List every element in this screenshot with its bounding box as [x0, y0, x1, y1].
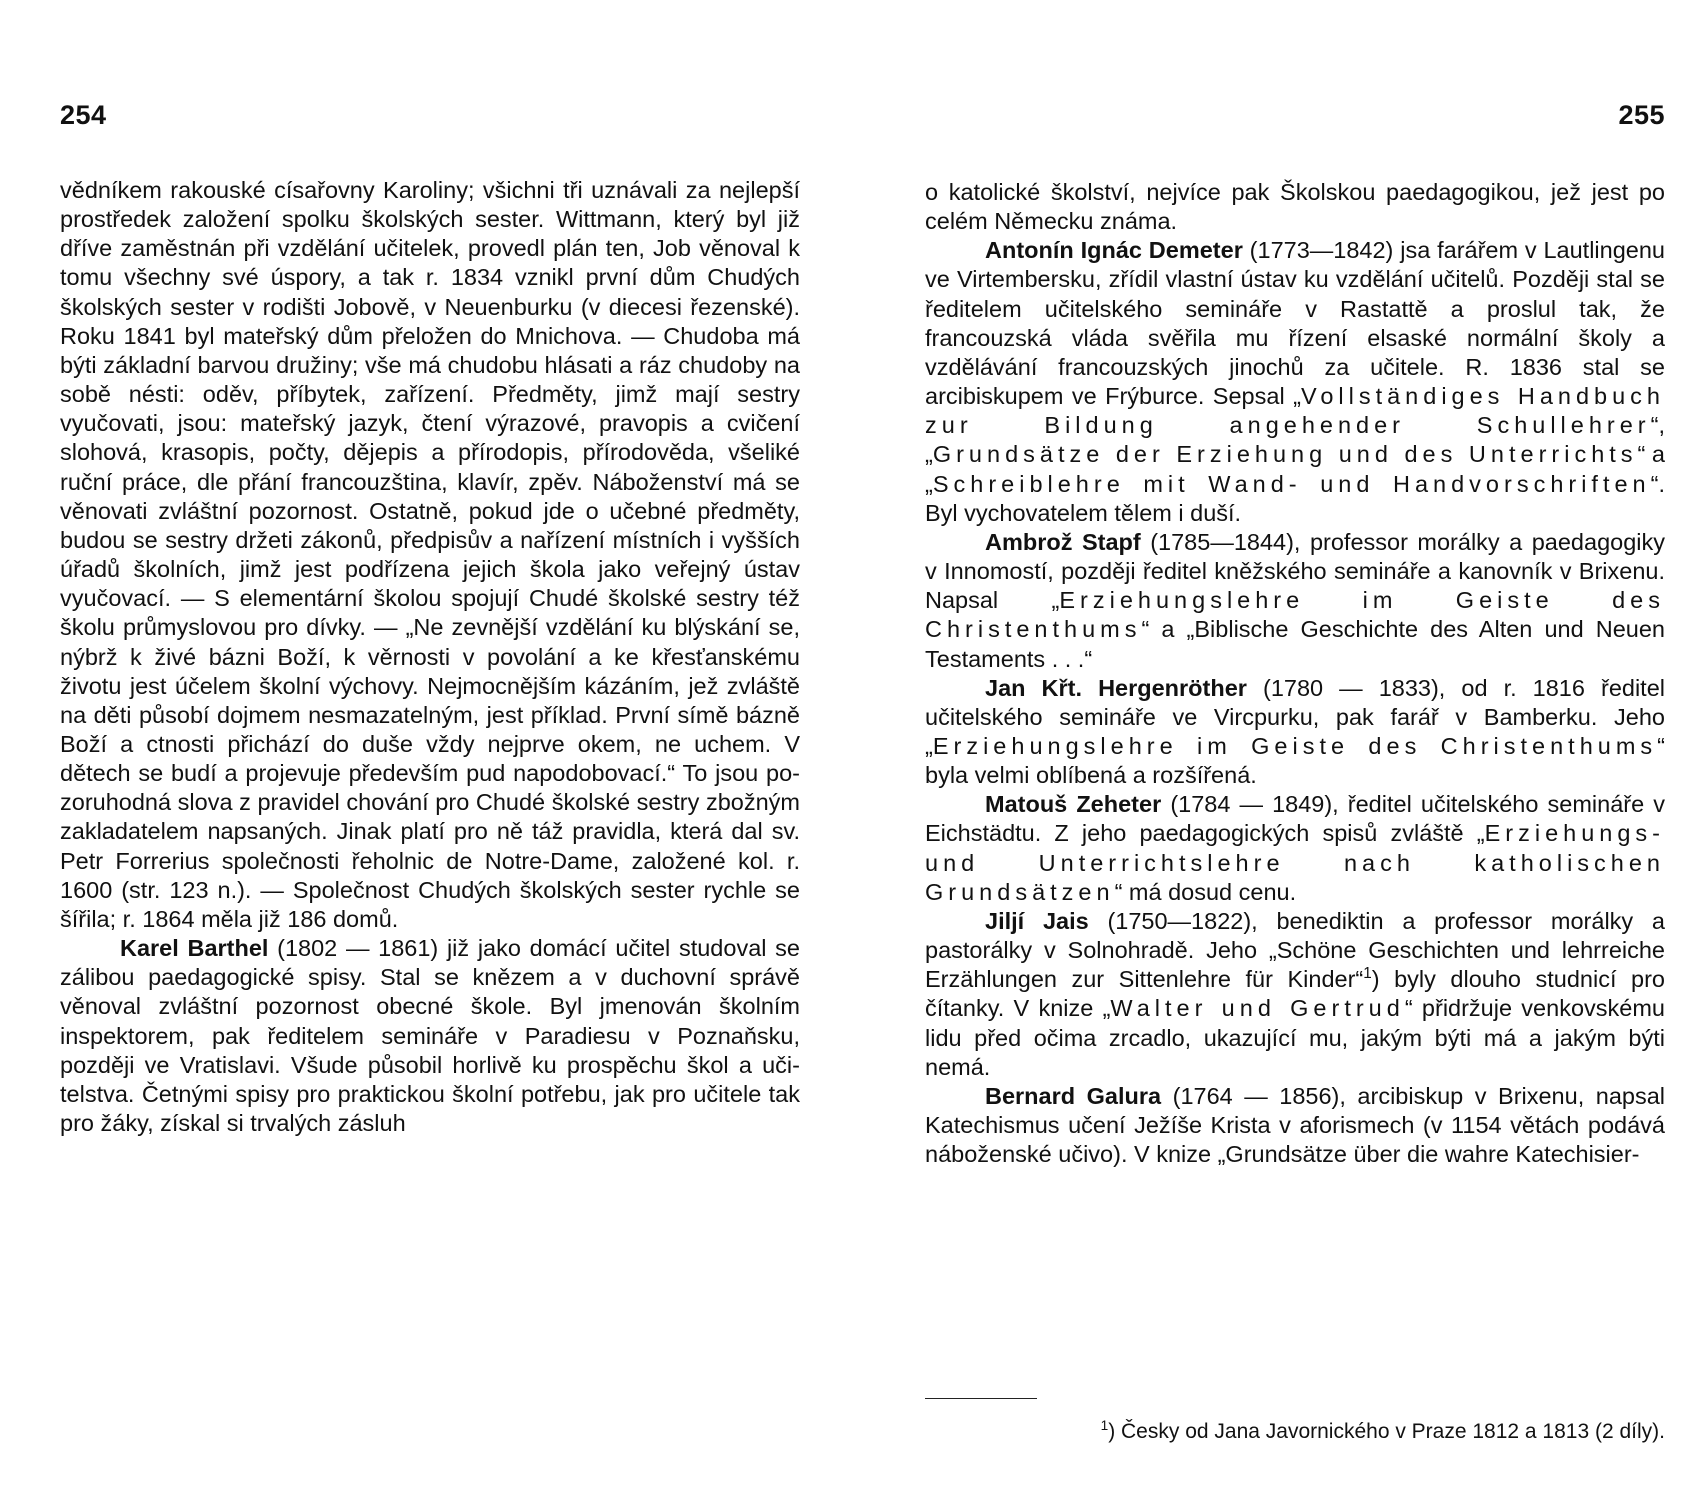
paragraph-text: “ přidržuje venkovskému lidu před očima zrcadlo, ukazující mu, jakým býti má a jakým býti nemá.	[925, 995, 1665, 1080]
paragraph-continuation: o katolické školství, nejvíce pak Školskou paedagogikou, jež jest po celém Německu známa.	[925, 179, 1665, 235]
paragraph-text: “ byla velmi oblíbená a rozšířená.	[925, 732, 1665, 789]
paragraph-jais	[925, 907, 1665, 1082]
paragraph-wittmann: vědníkem rakouské císařovny Karoliny; všichni tři uznávali za nejlepší prostředek založení spolku školských sester. Wittmann, který byl již dříve zaměstnán při vzdělání učitelek, provedl plán ten, Job věnoval k tomu všechny své úspory, a tak r. 1834 vznikl první dům Chudých školských sester v rodišti Jobově, v Neuenburku (v diecesi řezenské). Roku 1841 byl mateřský dům přeložen do Mnichova. — Chudoba má býti základní barvou družiny; vše má chudobu hlásati a ráz chudoby na sobě nésti: oděv, příbytek, zařízení. Předměty, jimž mají sestry vyučovati, jsou: mateřský jazyk, čtení výrazové, pravopis a cvičení slohová, krasopis, počty, dějepis a přírodopis, přírodověda, všeliké ruční práce, dle přání francouzština, klavír, zpěv. Náboženství má se věnovati zvláštní pozornost. Ostatně, pokud jde o učebné předměty, budou se sestry držeti zákonů, předpisův a nařízení místních i vyšších úřadů školních, jimž jest podřízena jejich škola jako veřejný ústav vyučovací. — S elementární školou spojují Chudé školské sestry též školu průmyslovou pro dívky. — „Ne zevnější vzdělání ku blýskání se, nýbrž k živé bázni Boží, k věrnosti v povolání a ke křesťanskému životu jest účelem školní výchovy. Nejmocnějším kázáním, jež zvláště na děti působí dojmem nesmazatelným, jest příklad. První símě bázně Boží a ctnosti přichází do duše vždy nejprve okem, ne uchem. V dětech se budí a projevuje především pud napodobovací.“ To jsou pozoruhodná slova z pravidel chování pro Chudé školské sestry zbožným zakladatelem napsaných. Jinak platí pro ně táž pravidla, která dal sv. Petr Forrerius společnosti řeholnic de Notre-Dame, založené kol. r. 1600 (str. 123 n.). — Společnost Chudých školských sester rychle se šířila; r. 1864 měla již 186 domů.	[60, 177, 800, 932]
book-title: Erziehungslehre im Geiste des Christenthums	[932, 732, 1658, 759]
book-title: Schreiblehre mit Wand- und Handvorschriften	[932, 470, 1651, 497]
footnote-divider	[925, 1398, 1037, 1399]
page-number: 254	[60, 100, 107, 130]
book-title: Grundsätze der Erziehung und des Unterrichts	[932, 441, 1638, 468]
paragraph-demeter	[925, 236, 1665, 528]
person-name: Bernard Galura	[985, 1082, 1162, 1109]
paragraph-hergenrother	[925, 674, 1665, 791]
paragraph-text: (1764 — 1856), arcibiskup v Brixenu, napsal Katechismus učení Ježíše Krista v aforismech (v 1154 větách podává náboženské učivo). V knize „Grundsätze über die wahre Katechisier-	[925, 1082, 1665, 1168]
paragraph-text: “ má dosud cenu.	[1114, 878, 1297, 905]
person-name: Jiljí Jais	[985, 907, 1089, 934]
paragraph-text: (1773—1842) jsa farářem v Lautlingenu ve Virtembersku, zřídil vlastní ústav ku vzdělání učitelů. Později stal se ředitelem učitelského semináře v Rastattě a proslul tak, že francouzská vláda svěřila mu řízení elsaské normální školy a vzdělávání francouzských jinochů za učitele. R. 1836 stal se arcibiskupem ve Frýburce. Sepsal „	[925, 237, 1665, 410]
footnote-reference[interactable]: 1	[1363, 965, 1372, 983]
paragraph-text: “ a „	[925, 441, 1665, 497]
person-name: Ambrož Stapf	[985, 528, 1141, 555]
paragraph-stapf	[925, 528, 1665, 674]
page-number: 255	[1618, 100, 1665, 130]
paragraph-text: (1802 — 1861) již jako domácí učitel studoval se zálibou paedagogické spisy. Stal se knězem a v duchovní správě věnoval zvláštní pozornost obecné škole. Byl jmenován školním inspektorem, pak ředitelem semináře v Paradiesu v Poznaňsku, později ve Vratislavi. Všude působil horlivě ku prospěchu škol a učitelstva. Četnými spisy pro praktickou školní potřebu, jak pro učitele tak pro žáky, získal si trvalých zásluh	[60, 935, 801, 1136]
page-body	[925, 178, 1665, 1169]
left-page	[60, 0, 800, 1500]
paragraph-text: (1780 — 1833), od r. 1816 ředitel učitelského semináře ve Vircpurku, pak farář v Bamberku. Jeho „	[925, 674, 1666, 759]
paragraph-text: (1785—1844), professor morálky a paedagogiky v Innomostí, později ředitel kněžského semináře a kanovník v Brixenu. Napsal „	[925, 528, 1665, 614]
footnote-text: ) Česky od Jana Javornického v Praze 1812 a 1813 (2 díly).	[1108, 1420, 1665, 1443]
book-title: Erziehungs- und Unterrichtslehre nach katholischen Grundsätzen	[925, 820, 1665, 905]
paragraph-text: “ a „Biblische Geschichte des Alten und Neuen Testaments . . .“	[925, 616, 1665, 672]
paragraph-barthel	[60, 934, 800, 1138]
footnote	[925, 1418, 1665, 1446]
paragraph-text: ) byly dlouho studnicí pro čítanky. V knize „	[925, 966, 1665, 1022]
paragraph-text: (1750—1822), benediktin a professor morálky a pastorálky v Solnohradě. Jeho „Schöne Geschichten und lehrreiche Erzählungen zur Sittenlehre für Kinder“	[925, 907, 1665, 993]
paragraph-zeheter	[925, 790, 1665, 907]
person-name: Antonín Ignác Demeter	[985, 237, 1243, 264]
person-name: Jan Křt. Hergenröther	[985, 674, 1247, 701]
footnote-mark: 1	[1100, 1418, 1109, 1433]
page-body	[60, 176, 800, 1138]
person-name: Matouš Zeheter	[985, 791, 1162, 818]
paragraph-text: (1784 — 1849), ředitel učitelského semináře v Eichstädtu. Z jeho paedagogických spisů zvláště „	[925, 791, 1666, 847]
book-title: Vollständiges Handbuch zur Bildung angehender Schullehrer	[925, 383, 1665, 439]
book-title: Walter und Gertrud	[1110, 995, 1405, 1022]
paragraph-text: “, „	[925, 412, 1665, 468]
paragraph-text: “. Byl vychovatelem tělem i duší.	[925, 470, 1665, 526]
paragraph-galura	[925, 1082, 1665, 1169]
person-name: Karel Barthel	[120, 935, 269, 962]
book-title: Erziehungslehre im Geiste des Christenthums	[925, 587, 1665, 643]
right-page	[925, 0, 1665, 1500]
